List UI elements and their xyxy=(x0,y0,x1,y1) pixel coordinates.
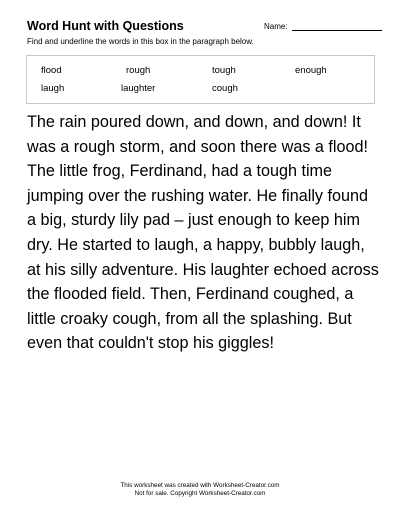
word-item: flood xyxy=(41,65,62,76)
paragraph-line: The rain poured down, and down, and down! It xyxy=(27,113,361,131)
paragraph-line: dry. He started to laugh, a happy, bubbly laugh, xyxy=(27,235,365,254)
paragraph-line: the flooded field. Then, Ferdinand coughed, a xyxy=(27,285,354,304)
paragraph-line: The little frog, Ferdinand, had a tough time xyxy=(27,162,333,181)
footer-credit: This worksheet was created with Worksheet-Creator.com xyxy=(120,482,280,489)
paragraph-line: even that couldn't stop his giggles! xyxy=(27,334,274,353)
word-item: laughter xyxy=(121,83,156,94)
name-field xyxy=(264,21,382,31)
paragraph-line: at his silly adventure. His laughter echoed across xyxy=(27,260,379,279)
instructions-text: Find and underline the words in this box in the paragraph below. xyxy=(27,37,254,46)
word-item: enough xyxy=(295,65,327,76)
paragraph-line: jumping over the rushing water. He finally found xyxy=(27,186,369,205)
name-label: Name: xyxy=(264,22,288,31)
paragraph-line: little croaky cough, from all the splashing. But xyxy=(27,309,352,328)
word-item: tough xyxy=(212,65,236,76)
word-box xyxy=(26,55,375,104)
paragraph-line: a big, sturdy lily pad – just enough to keep him xyxy=(27,211,360,230)
word-item: laugh xyxy=(41,83,65,94)
footer-copyright: Not for sale. Copyright Worksheet-Creator.com xyxy=(134,490,266,497)
worksheet-title: Word Hunt with Questions xyxy=(27,19,184,33)
name-blank-line[interactable] xyxy=(292,21,382,31)
paragraph-line: was a rough storm, and soon there was a flood! xyxy=(27,137,369,156)
footer xyxy=(0,482,400,498)
word-item: rough xyxy=(126,65,151,76)
word-item: cough xyxy=(212,83,238,94)
story-paragraph xyxy=(27,110,377,356)
